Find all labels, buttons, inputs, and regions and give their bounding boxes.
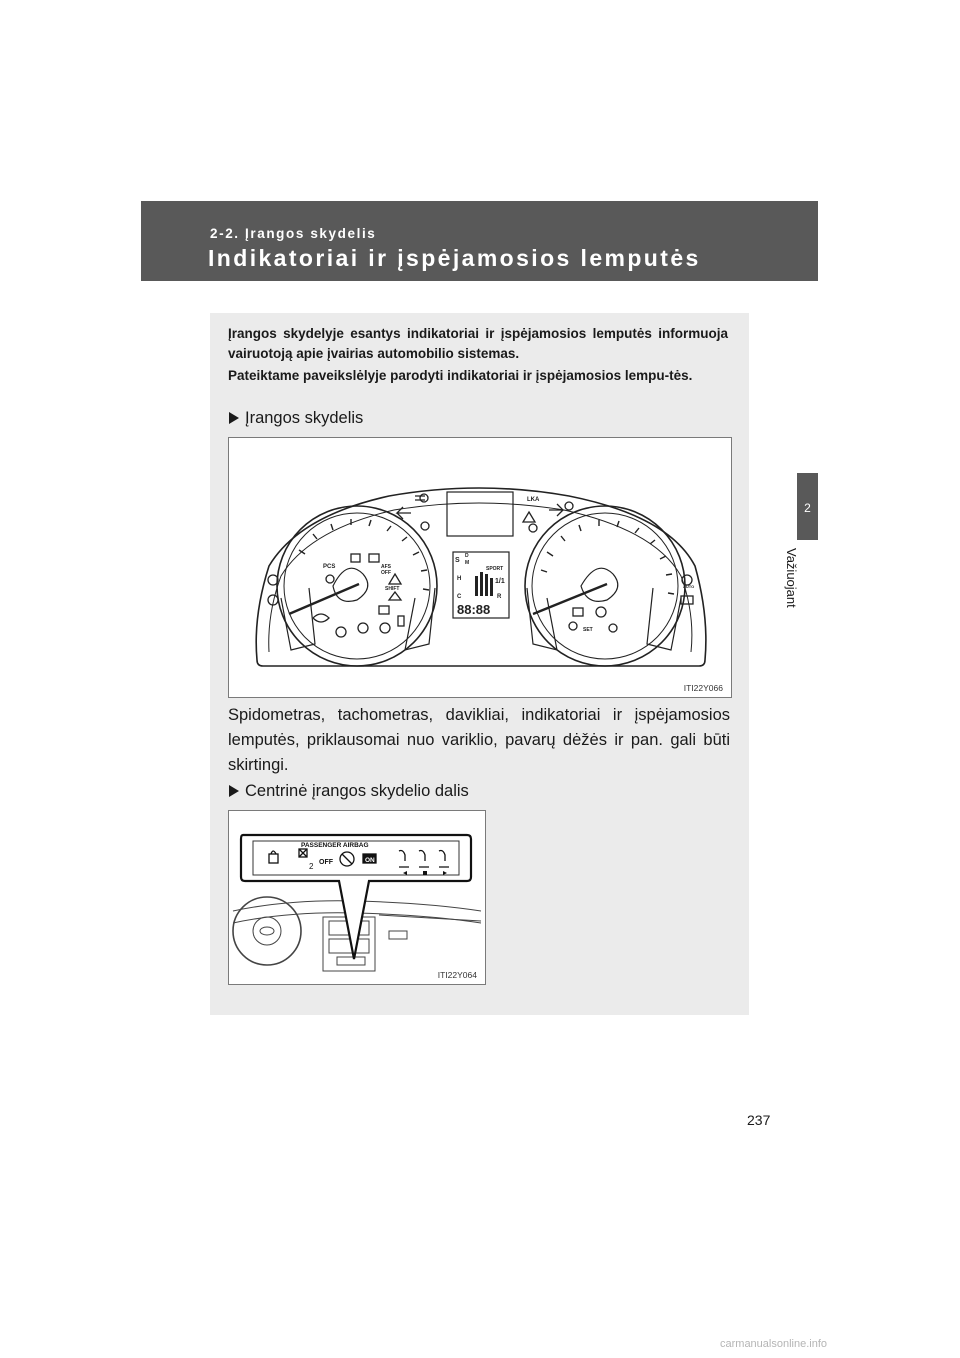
instrument-panel-figure	[228, 437, 732, 698]
note-paragraph: Spidometras, tachometras, davikliai, indikatoriai ir įspėjamosios lemputės, priklausomai nuo variklio, pavarų dėžės ir pan. gali būti skirtingi.	[228, 706, 730, 774]
label-clock: 88:88	[457, 602, 491, 617]
label-passenger-airbag: PASSENGER AIRBAG	[301, 842, 369, 849]
page-heading: Indikatoriai ir įspėjamosios lemputės	[208, 245, 701, 271]
bullet-instrument-panel	[229, 409, 363, 428]
intro-paragraph: Įrangos skydelyje esantys indikatoriai ir įspėjamosios lemputės informuoja vairuotoją apie įvairias automobilio sistemas.	[228, 326, 728, 361]
chapter-label	[781, 548, 811, 624]
section-label: 2-2. Įrangos skydelis	[210, 226, 377, 241]
chapter-number: 2	[804, 501, 811, 515]
instrument-cluster-illustration	[229, 438, 731, 697]
triangle-bullet-icon	[229, 412, 239, 424]
label-gear-m: M	[465, 560, 470, 566]
intro-paragraph-2: Pateiktame paveikslėlyje parodyti indikatoriai ir įspėjamosios lempu-tės.	[228, 368, 693, 383]
chapter-label-text: Važiuojant	[784, 548, 799, 608]
page-number: 237	[747, 1112, 771, 1128]
label-afs: AFS	[381, 564, 391, 570]
label-airbag-on: ON	[365, 857, 375, 864]
figure-code: ITI22Y066	[683, 683, 723, 693]
figure-code: ITI22Y064	[437, 970, 477, 980]
label-seat-number: 2	[309, 862, 314, 871]
label-afs-off: OFF	[381, 570, 391, 576]
bullet-center-panel	[229, 782, 469, 801]
bullet-label: Įrangos skydelis	[245, 409, 364, 427]
triangle-bullet-icon	[229, 785, 239, 797]
label-auto: AUTO	[683, 584, 695, 589]
label-set: SET	[583, 627, 593, 633]
label-pcs: PCS	[323, 564, 336, 570]
watermark[interactable]: carmanualsonline.info	[720, 1338, 828, 1350]
bullet-label: Centrinė įrangos skydelio dalis	[245, 782, 469, 800]
label-lka: LKA	[527, 497, 540, 503]
label-gear-s: S	[455, 557, 460, 564]
label-temp-c: C	[457, 594, 462, 600]
label-fuel-full: 1/1	[495, 578, 505, 585]
chapter-tab[interactable]	[797, 473, 818, 540]
label-shift: SHIFT	[385, 586, 400, 592]
label-temp-h: H	[457, 576, 462, 582]
center-console-illustration	[229, 811, 485, 984]
label-fuel-r: R	[497, 594, 502, 600]
center-panel-figure	[228, 810, 486, 985]
label-sport: SPORT	[486, 566, 504, 572]
label-airbag-off: OFF	[319, 859, 333, 866]
label-gear-d: D	[465, 553, 469, 559]
